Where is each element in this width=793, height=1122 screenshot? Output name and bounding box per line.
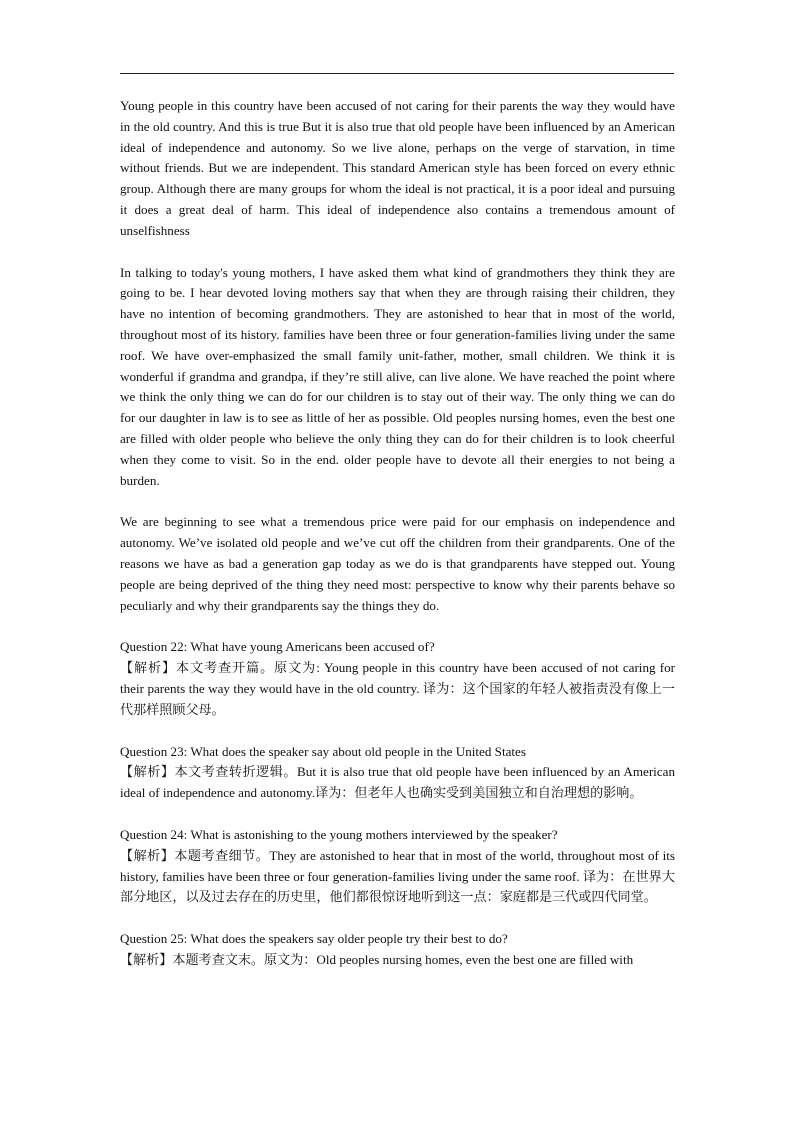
analysis-24: 【解析】本题考查细节。They are astonished to hear that in most of the world, throughout most of its history, families have been three or four generation-families living under the same roof. 译为：在世界大部分地区，以及过去存在的历史里，他们都很惊讶地听到这一点：家庭都是三代或四代同堂。 — [120, 847, 675, 905]
document-body — [120, 96, 675, 971]
paragraph-3: We are beginning to see what a tremendous price were paid for our emphasis on independence and autonomy. We’ve isolated old people and we’ve cut off the children from their grandparents. One of the reasons we have as bad a generation gap today as we do is that grandparents have stepped out. Young people are being deprived of the thing they need most: perspective to know why their parents behave so peculiarly and why their grandparents say the things they do. — [120, 514, 675, 613]
paragraph-2: In talking to today's young mothers, I have asked them what kind of grandmothers they think they are going to be. I hear devoted loving mothers say that when they are through raising their children, they have no intention of becoming grandmothers. They are astonished to hear that in most of the world, throughout most of its history. families have been three or four generation-families living under the same roof. We have over-emphasized the small family unit-father, mother, small children. We think it is wonderful if grandma and grandpa, if they’re still alive, can live alone. We have reached the point where we think the only thing we can do for our children is to stay out of their way. The only thing we can do for our daughter in law is to see as little of her as possible. Old peoples nursing homes, even the best one are filled with older people who believe the only thing they can do for their children is to look cheerful when they come to visit. So in the end. older people have to devote all their energies to not being a burden. — [120, 264, 675, 488]
question-25: Question 25: What does the speakers say older people try their best to do? — [120, 931, 508, 947]
analysis-22: 【解析】本文考查开篇。原文为: Young people in this country have been accused of not caring for their parents the way they would have in the old country. 译为：这个国家的年轻人被指责没有像上一代那样照顾父母。 — [120, 660, 675, 717]
question-24: Question 24: What is astonishing to the young mothers interviewed by the speaker? — [120, 826, 558, 842]
question-22: Question 22: What have young Americans been accused of? — [120, 639, 435, 655]
analysis-23: 【解析】本文考查转折逻辑。But it is also true that old people have been influenced by an American ideal of independence and autonomy.译为：但老年人也确实受到美国独立和自治理想的影响。 — [120, 764, 675, 801]
paragraph-1: Young people in this country have been accused of not caring for their parents the way they would have in the old country. And this is true But it is also true that old people have been influenced by an American ideal of independence and autonomy. So we live alone, perhaps on the verge of starvation, in time without friends. But we are independent. This standard American style has been forced on every ethnic group. Although there are many groups for whom the ideal is not practical, it is a poor ideal and pursuing it does a great deal of harm. This ideal of independence also contains a tremendous amount of unselfishness — [120, 98, 675, 238]
header-rule — [120, 73, 674, 74]
question-23: Question 23: What does the speaker say about old people in the United States — [120, 743, 526, 759]
analysis-25: 【解析】本题考查文末。原文为：Old peoples nursing homes, even the best one are filled with — [120, 951, 634, 967]
